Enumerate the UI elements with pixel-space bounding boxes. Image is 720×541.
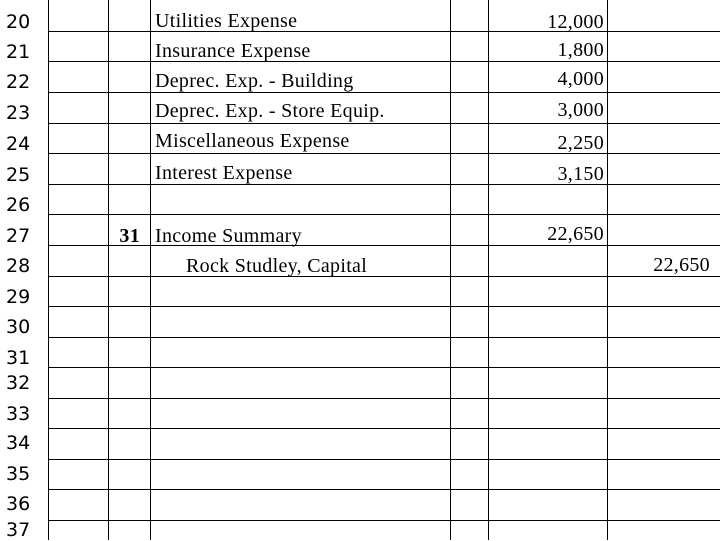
debit-amount: 2,250 bbox=[557, 132, 604, 154]
debit-amount: 4,000 bbox=[557, 68, 604, 90]
row-divider bbox=[48, 489, 720, 490]
row-number: 23 bbox=[6, 102, 31, 124]
row-divider bbox=[48, 367, 720, 368]
row-divider bbox=[48, 214, 720, 215]
account-title: Deprec. Exp. - Store Equip. bbox=[155, 100, 385, 122]
row-divider bbox=[48, 428, 720, 429]
account-title: Rock Studley, Capital bbox=[186, 255, 368, 277]
row-number: 28 bbox=[6, 255, 31, 277]
row-number: 30 bbox=[6, 316, 31, 338]
debit-amount: 3,000 bbox=[557, 99, 604, 121]
row-number: 26 bbox=[6, 194, 31, 216]
row-number: 35 bbox=[6, 463, 31, 485]
row-number: 36 bbox=[6, 493, 31, 515]
row-divider bbox=[48, 245, 720, 246]
account-title: Deprec. Exp. - Building bbox=[155, 70, 354, 92]
row-divider bbox=[48, 520, 720, 521]
account-title: Income Summary bbox=[155, 225, 302, 247]
row-number: 25 bbox=[6, 164, 31, 186]
row-number: 32 bbox=[6, 372, 31, 394]
row-number: 29 bbox=[6, 286, 31, 308]
row-divider bbox=[48, 337, 720, 338]
row-divider bbox=[48, 61, 720, 62]
row-divider bbox=[48, 184, 720, 185]
account-title: Miscellaneous Expense bbox=[155, 130, 350, 152]
row-divider bbox=[48, 92, 720, 93]
account-title: Interest Expense bbox=[155, 162, 293, 184]
row-divider bbox=[48, 123, 720, 124]
row-number: 37 bbox=[6, 519, 31, 541]
row-number: 22 bbox=[6, 71, 31, 93]
row-number: 33 bbox=[6, 403, 31, 425]
row-divider bbox=[48, 459, 720, 460]
row-number: 20 bbox=[6, 11, 31, 33]
credit-amount: 22,650 bbox=[653, 254, 710, 276]
debit-amount: 3,150 bbox=[557, 163, 604, 185]
debit-amount: 22,650 bbox=[547, 223, 604, 245]
row-divider bbox=[48, 306, 720, 307]
row-divider bbox=[48, 153, 720, 154]
row-number: 21 bbox=[6, 41, 31, 63]
account-title: Insurance Expense bbox=[155, 40, 311, 62]
account-title: Utilities Expense bbox=[155, 10, 298, 32]
row-number: 24 bbox=[6, 133, 31, 155]
row-divider bbox=[48, 31, 720, 32]
debit-amount: 1,800 bbox=[557, 39, 604, 61]
entry-date: 31 bbox=[119, 225, 140, 247]
row-number: 27 bbox=[6, 225, 31, 247]
row-number: 31 bbox=[6, 347, 31, 369]
row-number: 34 bbox=[6, 432, 31, 454]
debit-amount: 12,000 bbox=[547, 11, 604, 33]
row-divider bbox=[48, 398, 720, 399]
